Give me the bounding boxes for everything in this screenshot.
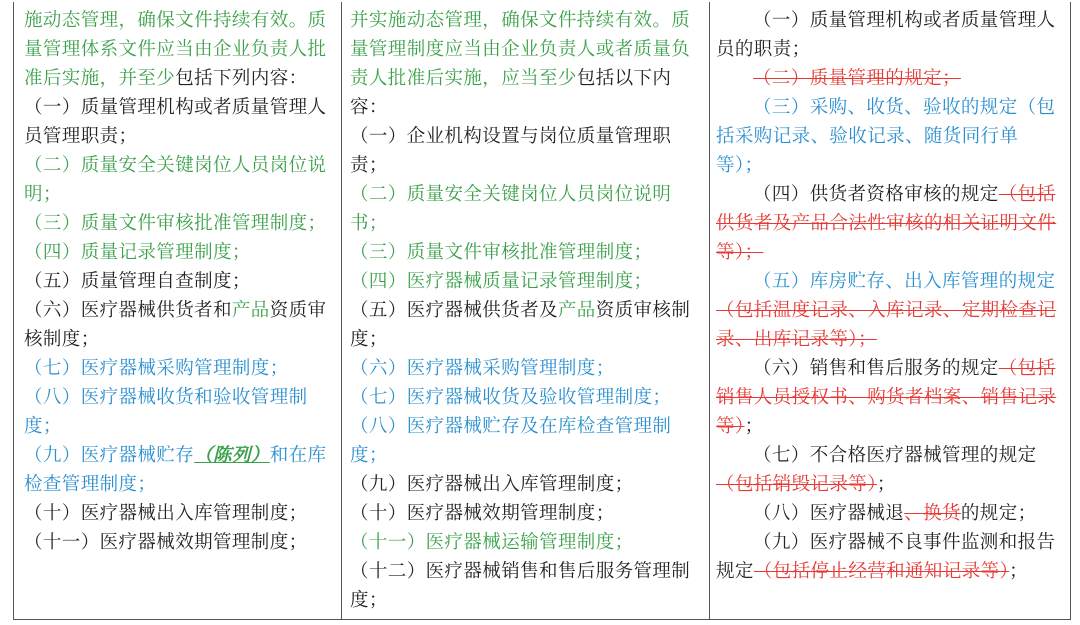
list-item: （七）医疗器械收货及验收管理制度；	[350, 387, 672, 408]
emphasis-note: （陈列）	[194, 445, 270, 466]
deleted-text: （包括停止经营和通知记录等）	[753, 561, 1010, 582]
list-item: （七）不合格医疗器械管理的规定（包括销毁记录等）；	[716, 445, 1037, 495]
intro-paragraph: 并实施动态管理，确保文件持续有效。质量管理制度应当由企业负责人或者质量负责人批准后实施，应当至少包括以下内容：	[350, 10, 691, 118]
list-item: （十一）医疗器械运输管理制度；	[350, 532, 634, 553]
list-item: （五）质量管理自查制度；	[24, 271, 251, 292]
deleted-text: （包括销毁记录等）	[716, 474, 877, 495]
comparison-table	[13, 2, 1071, 620]
list-item: （四）质量记录管理制度；	[24, 242, 251, 263]
list-item: （六）医疗器械供货者和产品资质审核制度；	[24, 300, 327, 350]
list-item: （四）医疗器械质量记录管理制度；	[350, 271, 653, 292]
list-item: （七）医疗器械采购管理制度；	[24, 358, 289, 379]
list-item: （三）质量文件审核批准管理制度；	[24, 213, 327, 234]
list-item: （九）医疗器械出入库管理制度；	[350, 474, 634, 495]
list-item: （二）质量安全关键岗位人员岗位说明书；	[350, 184, 672, 234]
list-item: （八）医疗器械收货和验收管理制度；	[24, 387, 308, 437]
list-item: （八）医疗器械退、换货的规定；	[753, 503, 1037, 524]
list-item: （九）医疗器械不良事件监测和报告规定（包括停止经营和通知记录等）；	[716, 532, 1056, 582]
list-item: （十）医疗器械出入库管理制度；	[24, 503, 308, 524]
deleted-text: （包括销售人员授权书、购货者档案、销售记录等）	[716, 358, 1057, 437]
column-left	[14, 2, 342, 619]
list-item: （一）质量管理机构或者质量管理人员管理职责；	[24, 97, 327, 147]
list-item: （八）医疗器械贮存及在库检查管理制度；	[350, 416, 672, 466]
deleted-text: 、换货	[904, 503, 961, 524]
list-item: （三）采购、收货、验收的规定（包括采购记录、验收记录、随货同行单等）；	[716, 97, 1056, 176]
deleted-text: （包括供货者及产品合法性审核的相关证明文件等）；	[716, 184, 1057, 263]
deleted-text: （包括温度记录、入库记录、定期检查记录、出库记录等）；	[716, 300, 1057, 350]
list-item: （九）医疗器械贮存（陈列）和在库检查管理制度；	[24, 445, 327, 495]
column-middle	[342, 2, 710, 619]
list-item: （六）销售和售后服务的规定（包括销售人员授权书、购货者档案、销售记录等）；	[716, 358, 1057, 437]
list-item: （二）质量安全关键岗位人员岗位说明；	[24, 155, 327, 205]
list-item: （六）医疗器械采购管理制度；	[350, 358, 615, 379]
list-item: （十二）医疗器械销售和售后服务管理制度；	[350, 561, 691, 611]
list-item: （三）质量文件审核批准管理制度；	[350, 242, 653, 263]
list-item: （十）医疗器械效期管理制度；	[350, 503, 615, 524]
list-item: （四）供货者资格审核的规定（包括供货者及产品合法性审核的相关证明文件等）；	[716, 184, 1057, 263]
list-item: （一）质量管理机构或者质量管理人员的职责；	[716, 10, 1056, 60]
list-item: （五）医疗器械供货者及产品资质审核制度；	[350, 300, 691, 350]
column-right	[710, 2, 1072, 619]
list-item: （五）库房贮存、出入库管理的规定（包括温度记录、入库记录、定期检查记录、出库记录等）；	[716, 271, 1057, 350]
list-item: （十一）医疗器械效期管理制度；	[24, 532, 308, 553]
intro-paragraph: 施动态管理，确保文件持续有效。质量管理体系文件应当由企业负责人批准后实施，并至少包括下列内容：	[24, 10, 327, 89]
list-item	[716, 64, 1062, 93]
deleted-text: （二）质量管理的规定；	[753, 68, 961, 89]
list-item: （一）企业机构设置与岗位质量管理职责；	[350, 126, 672, 176]
